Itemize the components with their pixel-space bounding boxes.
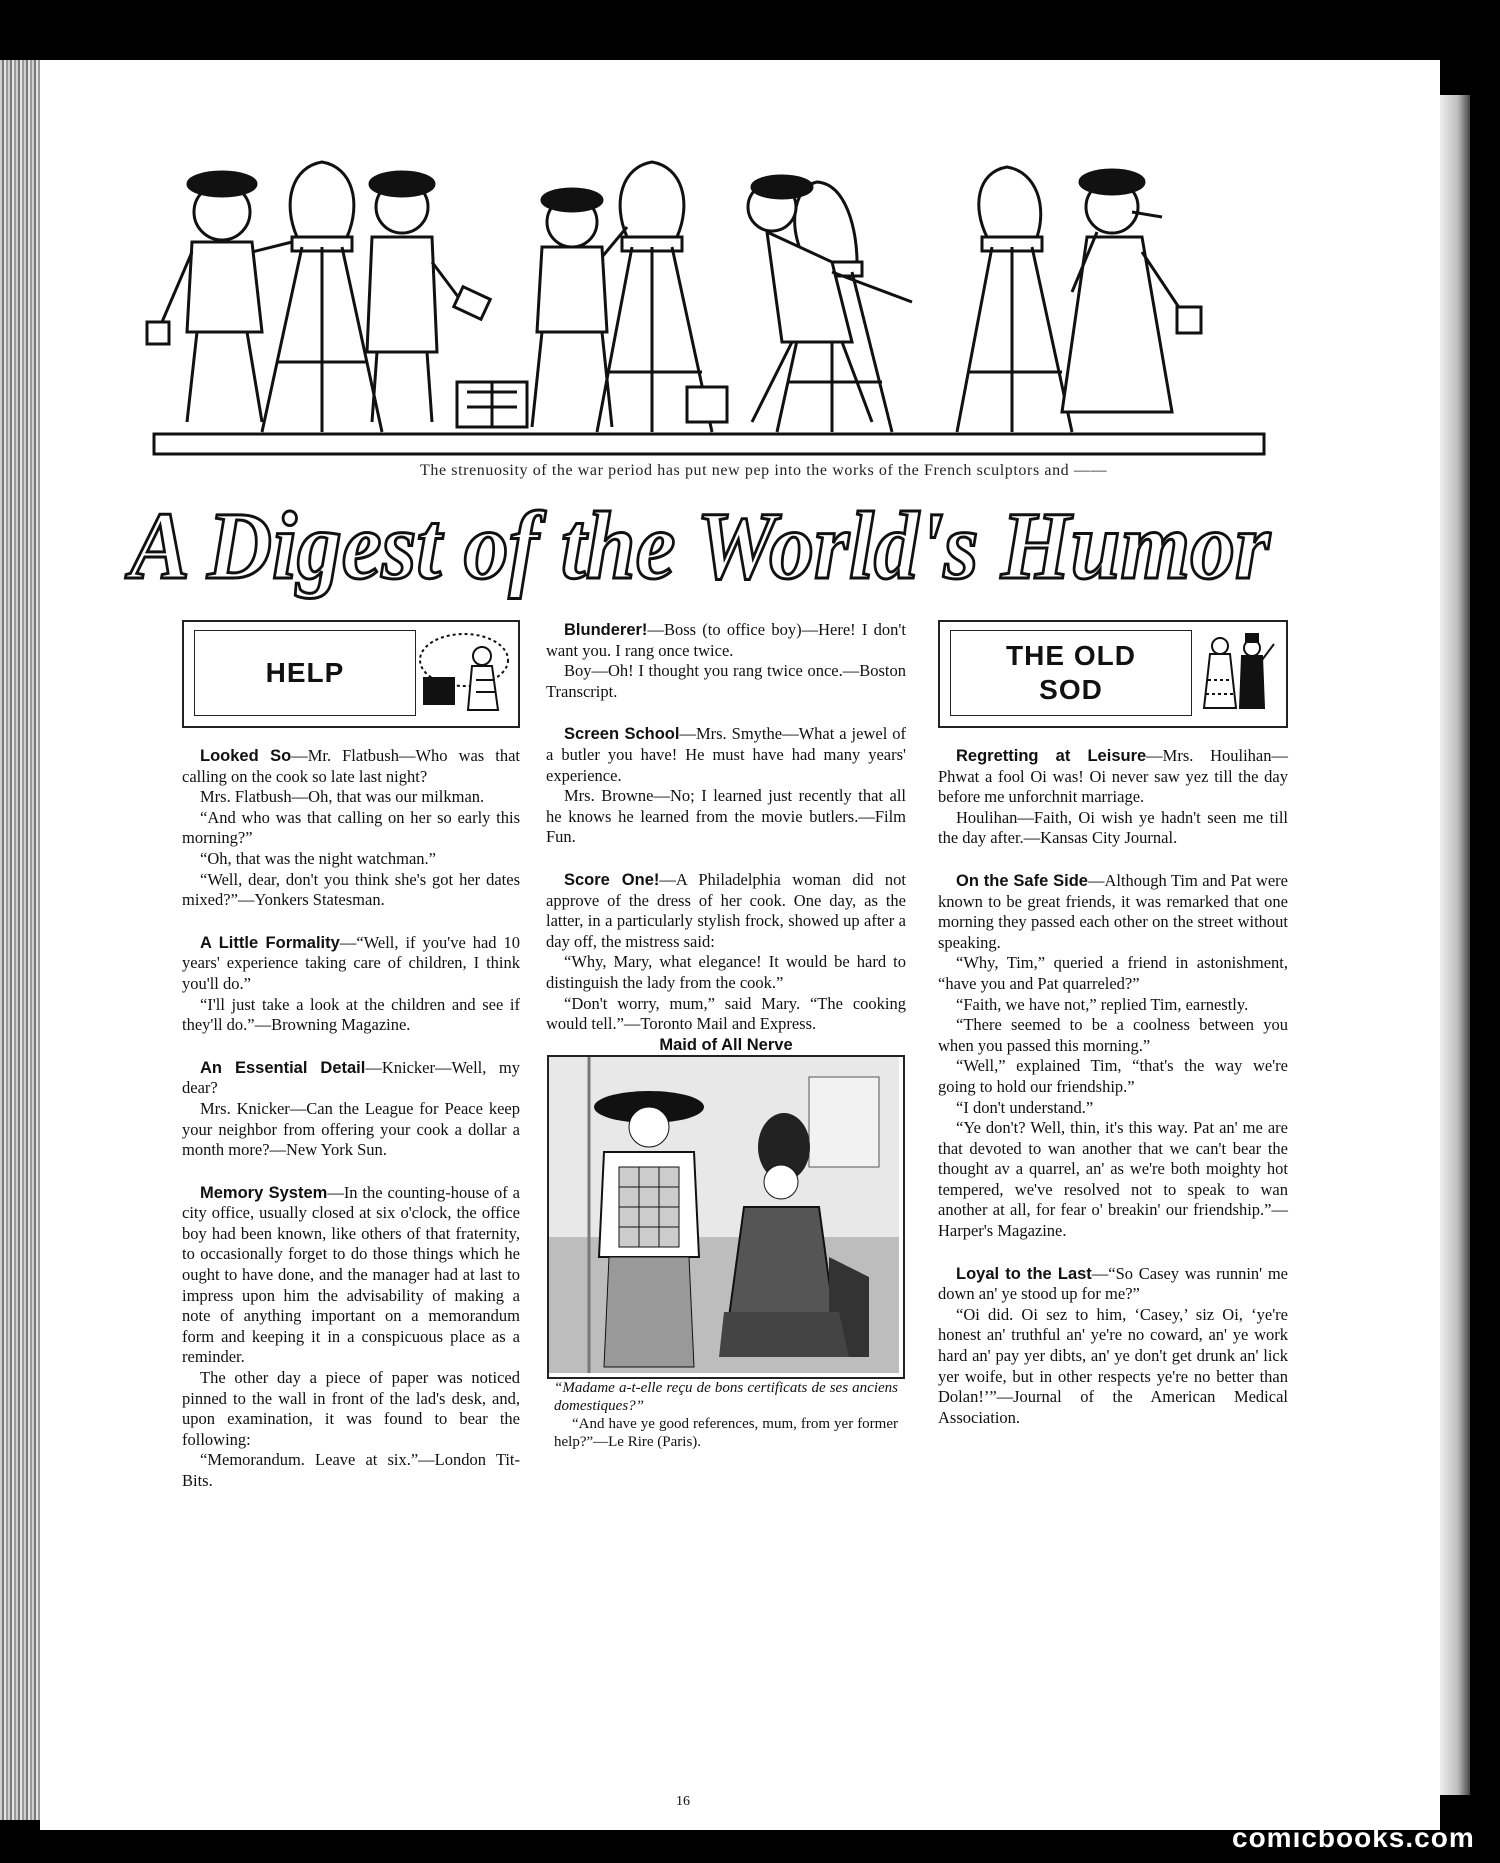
joke-heading: Blunderer!	[564, 621, 648, 639]
joke-text: The other day a piece of paper was noticed pinned to the wall in front of the lad's desk, and, upon examination, it was found to bear the following:	[182, 1368, 520, 1449]
joke-text: “Don't worry, mum,” said Mary. “The cooking would tell.”—Toronto Mail and Express.	[546, 993, 906, 1034]
old-sod-box	[938, 620, 1288, 728]
figure-caption-french: “Madame a-t-elle reçu de bons certificats de ses anciens domestiques?”	[554, 1380, 898, 1415]
cartoon-caption: The strenuosity of the war period has put new pep into the works of the French sculptors and ——	[420, 462, 1108, 479]
stool-4	[957, 237, 1072, 432]
page-number: 16	[676, 1794, 690, 1809]
joke-heading: On the Safe Side	[956, 871, 1088, 890]
sculptor-1	[147, 172, 292, 422]
joke-text: —Mrs. Houlihan—Phwat a fool Oi was! Oi never saw yez till the day before me unforchnit marriage.	[938, 746, 1288, 807]
joke-text: —Mrs. Smythe—What a jewel of a butler you have! He must have had many years' experience.	[546, 724, 906, 785]
page-title-text: A Digest of the World's Humor	[125, 492, 1272, 599]
old-sod-title	[950, 630, 1192, 716]
joke-text: —“So Casey was runnin' me down an' ye stood up for me?”	[938, 1263, 1288, 1304]
joke-text: “And who was that calling on her so early this morning?”	[182, 807, 520, 848]
maid-stove-icon	[416, 630, 512, 716]
page-title	[120, 486, 1280, 606]
column-3	[938, 620, 1288, 1428]
joke-text: “Why, Tim,” queried a friend in astonishment, “have you and Pat quarreled?”	[938, 953, 1288, 993]
joke-text: —Although Tim and Pat were known to be great friends, it was remarked that one morning they passed each other on the street without speaking.	[938, 870, 1288, 952]
column-1	[182, 620, 520, 1492]
maid-cartoon-illustration	[549, 1057, 899, 1373]
joke-text: —In the counting-house of a city office, usually closed at six o'clock, the office boy had been known, like others of that fraternity, to occasionally forget to do those things which he ought to have done, and the manager had at last to impress upon him the advisability of making a note of anything important on a memorandum form and keeping it in a conspicuous place as a reminder.	[182, 1182, 521, 1367]
stool-1	[262, 237, 382, 432]
joke-text: “I don't understand.”	[956, 1097, 1094, 1117]
joke-text: Mrs. Browne—No; I learned just recently that all he knows he learned from the movie butlers.—Film Fun.	[546, 786, 906, 847]
irish-couple-icon	[1196, 630, 1280, 716]
joke-text: “Ye don't? Well, thin, it's this way. Pat an' me are that devoted to wan another that we can't bear the thought av a quarrel, an' as we're both moighty hot tempered, we've resolved not to speak to wan another at all, for fear o' breakin' our friendship.”—Harper's Magazine.	[938, 1118, 1288, 1241]
help-box	[182, 620, 520, 728]
joke-heading: A Little Formality	[200, 933, 340, 952]
joke-text: “Oi did. Oi sez to him, ‘Casey,’ siz Oi, ‘ye're honest an' truthful an' ye're no coward, an' ye work hard an' pay yer dibts, an' ye don't get drunk an' lick yer woife, but in other respects ye're no better than Dolan!’”—Journal of the American Medical Association.	[938, 1304, 1288, 1427]
figure-title: Maid of All Nerve	[659, 1035, 793, 1054]
joke-text: Mrs. Flatbush—Oh, that was our milkman.	[200, 787, 485, 807]
joke-heading: Memory System	[200, 1183, 328, 1202]
joke-text: Mrs. Knicker—Can the League for Peace keep your neighbor from offering your cook a dollar a month more?—New York Sun.	[182, 1098, 520, 1160]
joke-text: “Well,” explained Tim, “that's the way we're going to hold our friendship.”	[938, 1056, 1288, 1096]
joke-text: “Well, dear, don't you think she's got her dates mixed?”—Yonkers Statesman.	[182, 869, 520, 910]
joke-text: —“Well, if you've had 10 years' experience taking care of children, I think you'll do.”	[182, 932, 520, 993]
old-sod-title-line2: SOD	[1039, 674, 1103, 705]
joke-text: “Why, Mary, what elegance! It would be hard to distinguish the lady from the cook.”	[546, 952, 906, 992]
joke-text: “There seemed to be a coolness between you when you passed this morning.”	[938, 1015, 1288, 1055]
sculptors-cartoon	[112, 132, 1272, 462]
joke-text: —Mr. Flatbush—Who was that calling on the cook so late last night?	[182, 746, 520, 786]
joke-text: —Knicker—Well, my dear?	[182, 1057, 520, 1098]
column-2	[546, 620, 906, 1451]
joke-heading: An Essential Detail	[200, 1058, 366, 1077]
help-title: HELP	[194, 630, 416, 716]
joke-heading: Loyal to the Last	[956, 1264, 1092, 1283]
joke-heading: Screen School	[564, 725, 680, 744]
facing-page-edge	[1440, 95, 1470, 1795]
joke-heading: Score One!	[564, 870, 660, 889]
joke-text: —A Philadelphia woman did not approve of the dress of her cook. One day, as the latter, in a particularly stylish frock, showed up after a day off, the mistress said:	[546, 869, 906, 951]
maid-cartoon-figure	[547, 1055, 905, 1379]
joke-text: Houlihan—Faith, Oi wish ye hadn't seen me till the day after.—Kansas City Journal.	[938, 807, 1288, 848]
old-sod-title-line1: THE OLD	[1006, 640, 1136, 671]
joke-heading: Regretting at Leisure	[956, 747, 1147, 765]
joke-heading: Looked So	[200, 747, 292, 765]
joke-text: Boy—Oh! I thought you rang twice once.—Boston Transcript.	[546, 661, 906, 701]
joke-text: “Memorandum. Leave at six.”—London Tit-Bits.	[182, 1450, 520, 1490]
watermark: comicbooks.com	[1232, 1822, 1475, 1853]
joke-text: “Oh, that was the night watchman.”	[200, 848, 436, 868]
joke-text: “Faith, we have not,” replied Tim, earnestly.	[956, 994, 1249, 1014]
figure-caption-english: “And have ye good references, mum, from yer former help?”—Le Rire (Paris).	[554, 1416, 898, 1451]
joke-text: “I'll just take a look at the children and see if they'll do.”—Browning Magazine.	[182, 994, 520, 1035]
sculptor-5	[1062, 170, 1201, 412]
joke-text: —Boss (to office boy)—Here! I don't want you. I rang once twice.	[546, 620, 906, 660]
